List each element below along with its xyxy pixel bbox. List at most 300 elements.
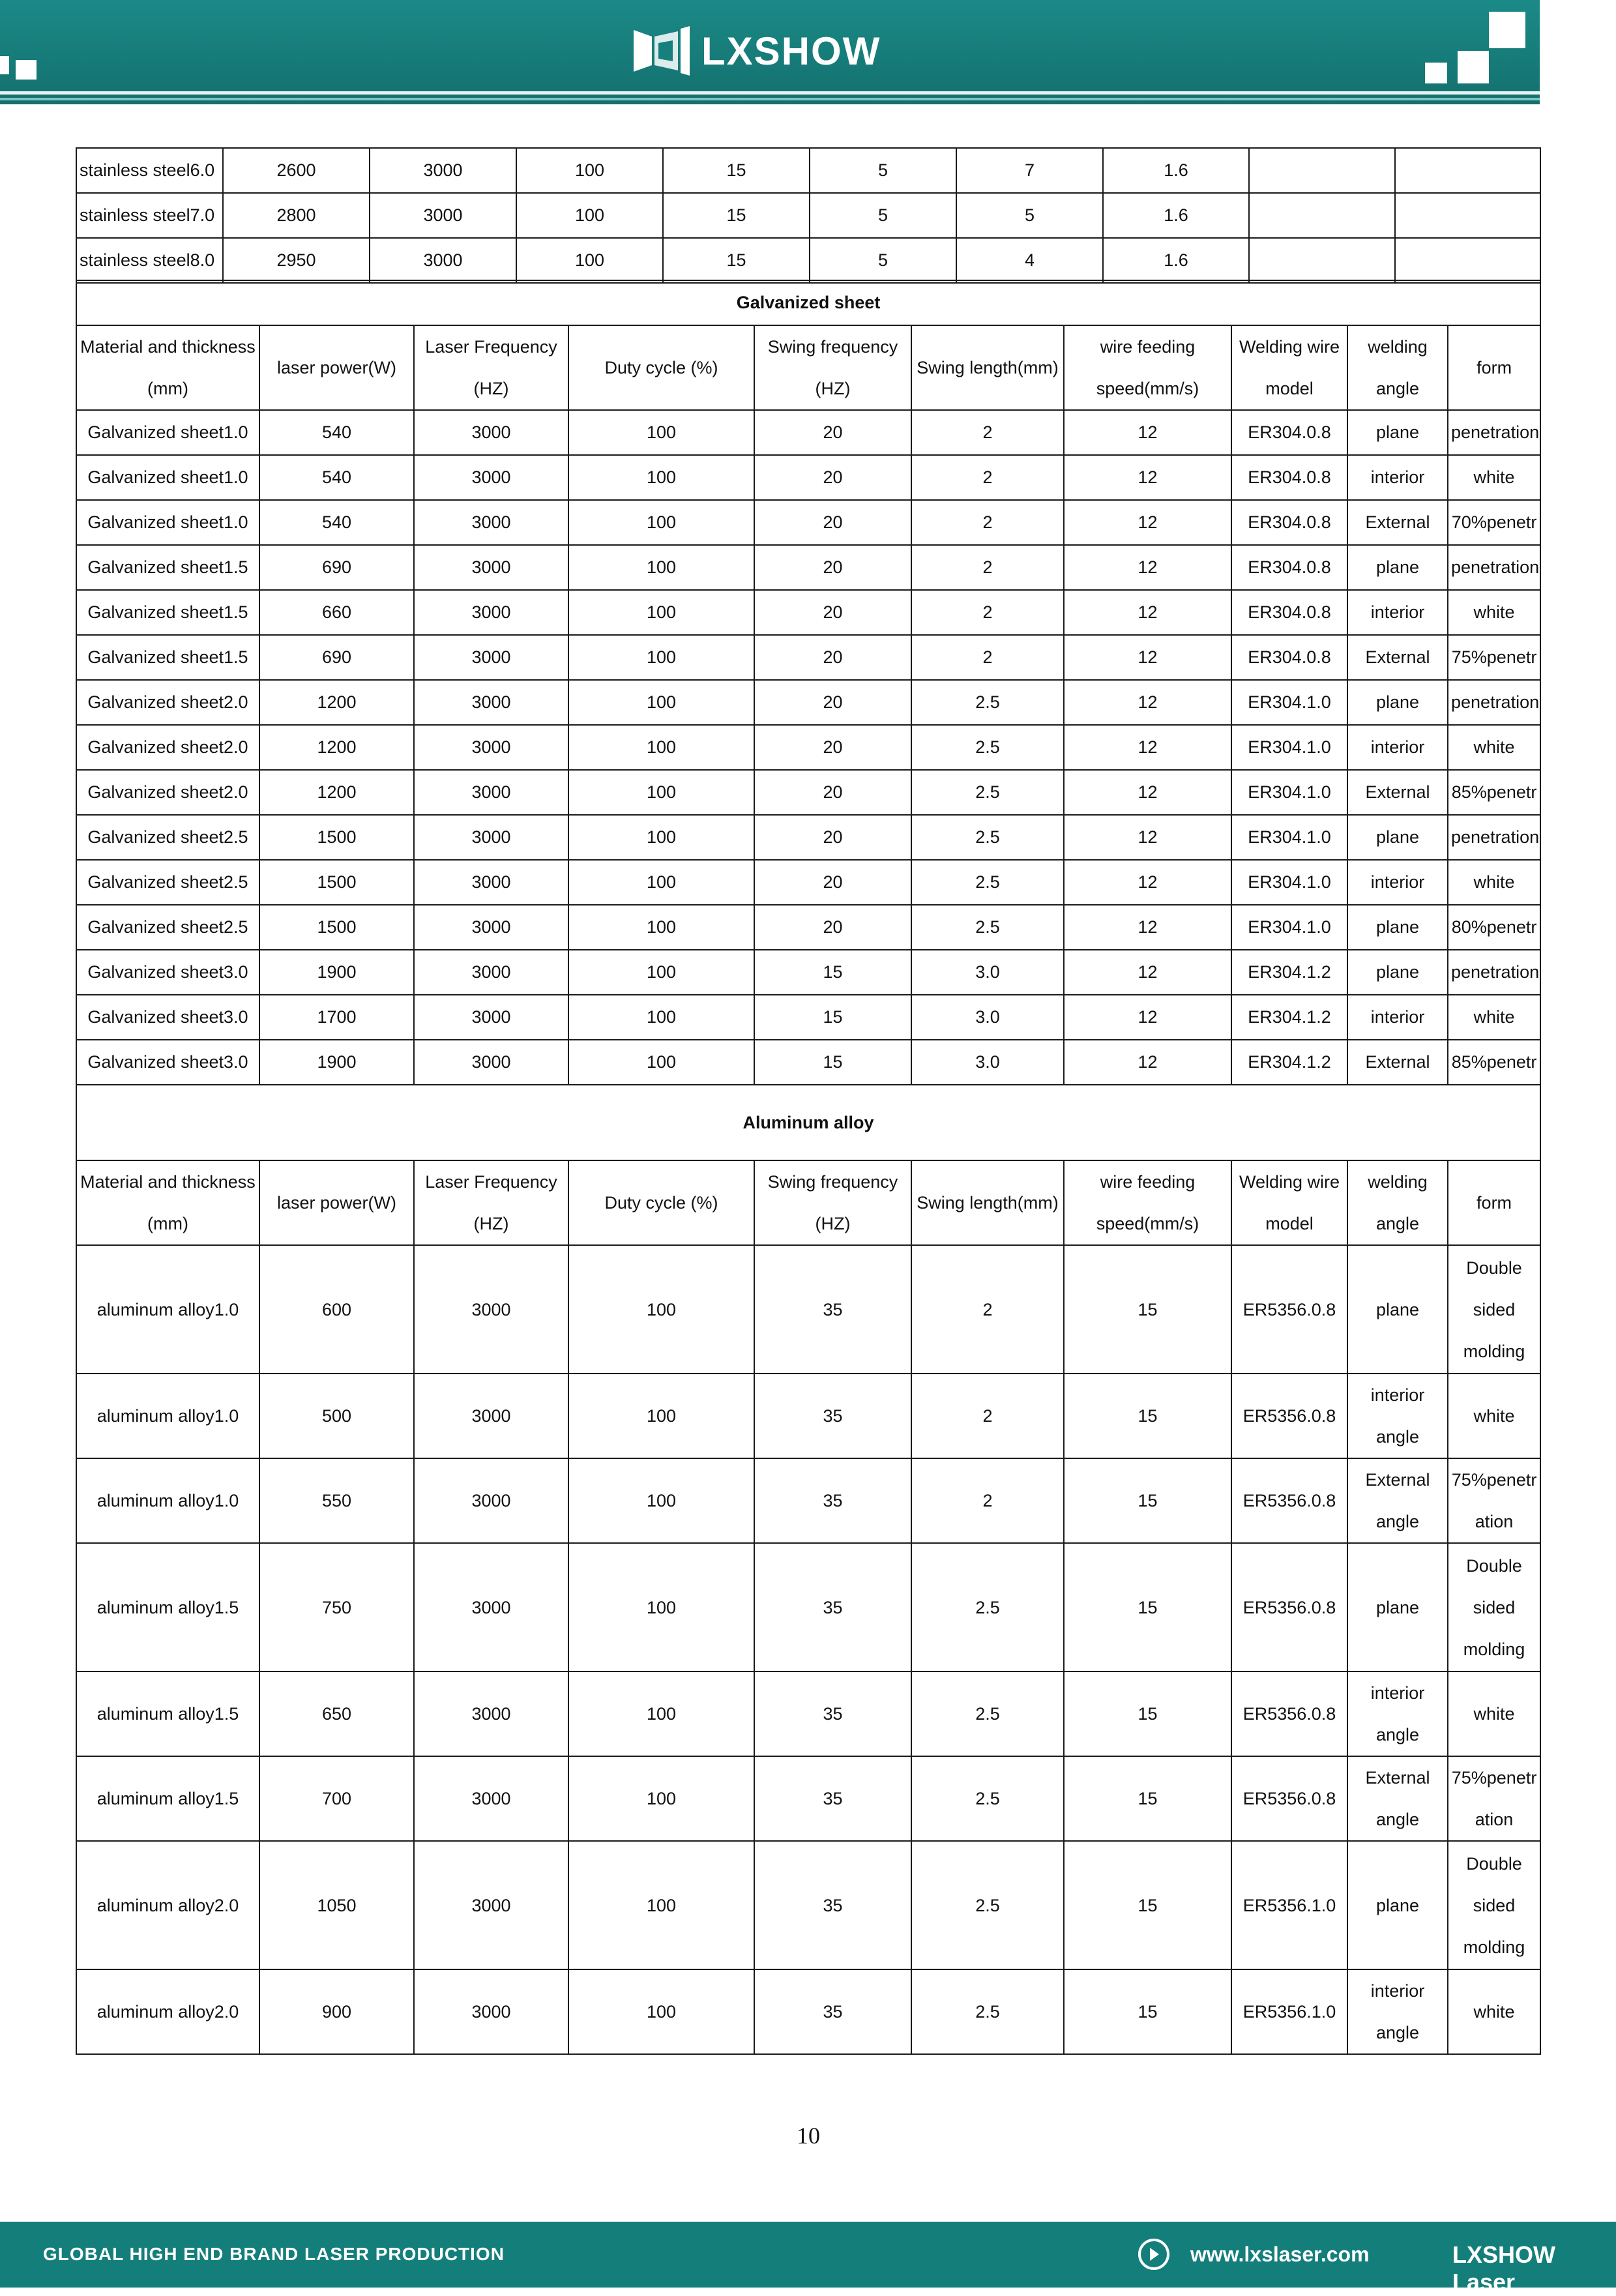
value-cell: ER304.1.0 <box>1231 725 1347 770</box>
cell-line: Laser Frequency <box>425 337 557 357</box>
cell-line: plane <box>1375 1895 1420 1915</box>
table-row <box>76 950 1540 995</box>
material-cell: Galvanized sheet2.0 <box>76 770 259 815</box>
aluminum-section-title: Aluminum alloy <box>76 1085 1540 1160</box>
material-cell: Galvanized sheet1.0 <box>76 500 259 545</box>
value-cell <box>911 1374 1064 1458</box>
value-cell: 100 <box>516 238 663 283</box>
value-cell: 1500 <box>259 905 414 950</box>
value-cell: ER304.0.8 <box>1231 635 1347 680</box>
value-cell: 3000 <box>414 590 568 635</box>
cell-line: 2.5 <box>975 1789 1000 1808</box>
cell-line: 15 <box>1138 1704 1158 1724</box>
cell-line: 900 <box>321 2002 352 2022</box>
cell-line: 3000 <box>471 1299 511 1319</box>
cell-line: 3000 <box>471 1789 511 1808</box>
value-cell <box>259 1374 414 1458</box>
value-cell: white <box>1448 725 1540 770</box>
value-cell <box>1064 1543 1231 1671</box>
column-header <box>1347 1160 1448 1245</box>
value-cell: 3000 <box>414 815 568 860</box>
cell-line: 2 <box>982 1299 993 1319</box>
value-cell <box>1448 1756 1540 1841</box>
material-cell: Galvanized sheet2.5 <box>76 815 259 860</box>
value-cell: ER304.1.0 <box>1231 815 1347 860</box>
value-cell <box>1448 1245 1540 1374</box>
value-cell: 3.0 <box>911 1040 1064 1085</box>
value-cell: 3000 <box>414 500 568 545</box>
footer-brand: LXSHOW Laser <box>1452 2241 1555 2295</box>
value-cell <box>1064 1969 1231 2054</box>
cell-line: aluminum alloy1.0 <box>96 1491 239 1510</box>
value-cell: ER304.1.0 <box>1231 860 1347 905</box>
cell-line: 15 <box>1138 1789 1158 1808</box>
table-row <box>76 905 1540 950</box>
value-cell: 3.0 <box>911 995 1064 1040</box>
value-cell: 3.0 <box>911 950 1064 995</box>
column-header <box>911 1160 1064 1245</box>
value-cell <box>1064 1245 1231 1374</box>
material-cell: Galvanized sheet2.5 <box>76 905 259 950</box>
value-cell <box>1347 1543 1448 1671</box>
cell-line: aluminum alloy1.5 <box>96 1704 239 1724</box>
cell-line: 15 <box>1138 1299 1158 1319</box>
value-cell: 12 <box>1064 815 1231 860</box>
cell-line: white <box>1473 1704 1515 1724</box>
value-cell <box>1231 1374 1347 1458</box>
value-cell <box>1064 1374 1231 1458</box>
cell-line: (HZ) <box>473 1214 509 1233</box>
cell-line: (mm) <box>147 379 188 398</box>
value-cell: white <box>1448 860 1540 905</box>
value-cell <box>568 1671 754 1756</box>
column-header <box>259 325 414 410</box>
value-cell <box>259 1245 414 1374</box>
value-cell: 2.5 <box>911 770 1064 815</box>
value-cell: 12 <box>1064 905 1231 950</box>
material-cell: stainless steel8.0 <box>76 238 223 283</box>
cell-line: (HZ) <box>473 379 509 398</box>
table-row <box>76 1374 1540 1458</box>
cell-line: 100 <box>646 2002 677 2022</box>
value-cell: 2.5 <box>911 680 1064 725</box>
cell-line: 15 <box>1138 1406 1158 1426</box>
value-cell: 1900 <box>259 950 414 995</box>
value-cell: 2 <box>911 500 1064 545</box>
value-cell: 2.5 <box>911 905 1064 950</box>
cell-line: 750 <box>321 1597 352 1617</box>
material-cell: stainless steel6.0 <box>76 148 223 193</box>
value-cell: interior <box>1347 860 1448 905</box>
value-cell: 1200 <box>259 680 414 725</box>
value-cell: penetration <box>1448 410 1540 455</box>
cell-line: 2.5 <box>975 1895 1000 1915</box>
cell-line: sided <box>1473 1895 1516 1915</box>
value-cell: 100 <box>568 500 754 545</box>
value-cell: 12 <box>1064 635 1231 680</box>
value-cell: 100 <box>568 905 754 950</box>
cell-line: 15 <box>1138 1597 1158 1617</box>
column-header <box>414 1160 568 1245</box>
value-cell: 3000 <box>370 238 516 283</box>
table-row <box>76 1040 1540 1085</box>
value-cell: 2 <box>911 455 1064 500</box>
decor-square <box>1489 12 1525 48</box>
value-cell <box>414 1374 568 1458</box>
value-cell: 70%penetr <box>1448 500 1540 545</box>
value-cell: 1500 <box>259 815 414 860</box>
cell-line: 600 <box>321 1299 352 1319</box>
value-cell: ER304.0.8 <box>1231 455 1347 500</box>
value-cell: 12 <box>1064 545 1231 590</box>
column-header <box>1231 325 1347 410</box>
decor-square <box>1458 51 1489 83</box>
material-cell <box>76 1671 259 1756</box>
value-cell: 3000 <box>414 455 568 500</box>
value-cell: 100 <box>568 680 754 725</box>
value-cell: 100 <box>568 455 754 500</box>
column-header <box>76 1160 259 1245</box>
column-header <box>1064 325 1231 410</box>
value-cell: white <box>1448 455 1540 500</box>
value-cell <box>414 1756 568 1841</box>
value-cell <box>1249 193 1395 238</box>
value-cell: ER304.1.0 <box>1231 905 1347 950</box>
cell-line: 2.5 <box>975 1704 1000 1724</box>
value-cell: ER304.1.0 <box>1231 680 1347 725</box>
cell-line: angle <box>1375 1810 1420 1829</box>
table-row <box>76 1458 1540 1543</box>
value-cell: 100 <box>568 860 754 905</box>
value-cell: plane <box>1347 545 1448 590</box>
header-row <box>76 325 1540 410</box>
cell-line: 3000 <box>471 1597 511 1617</box>
value-cell: 20 <box>754 680 911 725</box>
value-cell: 12 <box>1064 410 1231 455</box>
cell-line: interior <box>1370 1981 1425 2001</box>
cell-line: 35 <box>823 1789 843 1808</box>
table-row <box>76 545 1540 590</box>
cell-line: Laser Frequency <box>425 1172 557 1192</box>
cell-line: Welding wire <box>1239 1172 1340 1192</box>
value-cell: 100 <box>568 1040 754 1085</box>
value-cell <box>568 1841 754 1969</box>
cell-line: 3000 <box>471 1704 511 1724</box>
value-cell <box>259 1969 414 2054</box>
value-cell: 20 <box>754 860 911 905</box>
value-cell <box>259 1756 414 1841</box>
value-cell: ER304.0.8 <box>1231 545 1347 590</box>
cell-line: aluminum alloy1.0 <box>96 1299 239 1319</box>
table-row <box>76 725 1540 770</box>
cell-line: 100 <box>646 1895 677 1915</box>
value-cell: 80%penetr <box>1448 905 1540 950</box>
value-cell <box>754 1374 911 1458</box>
value-cell: 3000 <box>414 1040 568 1085</box>
table-row <box>76 1969 1540 2054</box>
cell-line: angle <box>1375 1725 1420 1744</box>
cell-line: white <box>1473 1406 1515 1426</box>
value-cell: plane <box>1347 680 1448 725</box>
value-cell <box>259 1543 414 1671</box>
cell-line: form <box>1476 358 1512 377</box>
cell-line: speed(mm/s) <box>1096 379 1199 398</box>
value-cell: 12 <box>1064 860 1231 905</box>
cell-line: 2.5 <box>975 2002 1000 2022</box>
value-cell <box>754 1458 911 1543</box>
value-cell: interior <box>1347 995 1448 1040</box>
value-cell: 3000 <box>414 680 568 725</box>
cell-line: 15 <box>1138 1895 1158 1915</box>
value-cell <box>414 1458 568 1543</box>
column-header <box>1064 1160 1231 1245</box>
value-cell <box>1249 238 1395 283</box>
value-cell: 2.5 <box>911 815 1064 860</box>
cell-line: 35 <box>823 1406 843 1426</box>
column-header <box>568 325 754 410</box>
value-cell <box>1448 1374 1540 1458</box>
play-circle-icon <box>1138 2239 1169 2270</box>
table-row <box>76 1671 1540 1756</box>
value-cell: penetration <box>1448 950 1540 995</box>
material-cell <box>76 1245 259 1374</box>
column-header <box>1347 325 1448 410</box>
column-header <box>1448 325 1540 410</box>
value-cell: white <box>1448 995 1540 1040</box>
cell-line: welding <box>1368 1172 1428 1192</box>
value-cell: 12 <box>1064 950 1231 995</box>
value-cell: 15 <box>754 995 911 1040</box>
material-cell <box>76 1374 259 1458</box>
header-stripe <box>0 91 1540 95</box>
value-cell: 12 <box>1064 455 1231 500</box>
value-cell: ER304.0.8 <box>1231 410 1347 455</box>
cell-line: 75%penetr <box>1451 1768 1537 1788</box>
material-cell: Galvanized sheet2.0 <box>76 725 259 770</box>
table-row <box>76 1841 1540 1969</box>
value-cell <box>1395 193 1540 238</box>
value-cell: interior <box>1347 725 1448 770</box>
cell-line: 35 <box>823 1491 843 1510</box>
cell-line: Double <box>1466 1555 1522 1576</box>
cell-line: External <box>1365 1768 1430 1788</box>
cell-line: interior <box>1370 1385 1425 1405</box>
table-row <box>76 238 1540 283</box>
logo-mark-icon <box>632 25 691 77</box>
material-cell: Galvanized sheet2.0 <box>76 680 259 725</box>
cell-line: Duty cycle (%) <box>604 358 718 377</box>
stainless-steel-table <box>76 147 1541 284</box>
cell-line: ER5356.0.8 <box>1242 1406 1336 1426</box>
table-row <box>76 1756 1540 1841</box>
value-cell: 20 <box>754 545 911 590</box>
value-cell: 15 <box>663 193 810 238</box>
column-header <box>259 1160 414 1245</box>
value-cell: 75%penetr <box>1448 635 1540 680</box>
cell-line: model <box>1265 1214 1314 1233</box>
table-row <box>76 680 1540 725</box>
value-cell <box>754 1245 911 1374</box>
value-cell: 85%penetr <box>1448 770 1540 815</box>
decor-square <box>1425 63 1447 83</box>
value-cell: ER304.1.2 <box>1231 950 1347 995</box>
value-cell: 5 <box>810 238 956 283</box>
aluminum-alloy-table <box>76 1084 1541 2055</box>
value-cell <box>1249 148 1395 193</box>
value-cell: 2 <box>911 635 1064 680</box>
value-cell <box>1395 238 1540 283</box>
value-cell: 1700 <box>259 995 414 1040</box>
cell-line: External <box>1365 1470 1430 1490</box>
column-header <box>911 325 1064 410</box>
value-cell: 20 <box>754 635 911 680</box>
brand-logo <box>632 23 881 78</box>
value-cell: 20 <box>754 410 911 455</box>
value-cell <box>754 1671 911 1756</box>
cell-line: aluminum alloy1.5 <box>96 1597 239 1617</box>
value-cell <box>1347 1374 1448 1458</box>
material-cell <box>76 1543 259 1671</box>
table-row <box>76 635 1540 680</box>
logo-text: LXSHOW <box>701 29 881 73</box>
cell-line: Swing length(mm) <box>917 1193 1059 1213</box>
value-cell <box>1231 1458 1347 1543</box>
cell-line: laser power(W) <box>276 358 397 377</box>
column-header <box>754 325 911 410</box>
value-cell: 540 <box>259 410 414 455</box>
value-cell: 7 <box>956 148 1103 193</box>
cell-line: angle <box>1375 2023 1420 2042</box>
cell-line: 35 <box>823 2002 843 2022</box>
cell-line: wire feeding <box>1100 337 1196 357</box>
cell-line: Swing frequency <box>767 337 898 357</box>
table-row <box>76 1245 1540 1374</box>
cell-line: (mm) <box>147 1214 188 1233</box>
value-cell: 1.6 <box>1103 193 1249 238</box>
material-cell: Galvanized sheet1.0 <box>76 410 259 455</box>
cell-line: ER5356.1.0 <box>1242 1895 1336 1915</box>
cell-line: 35 <box>823 1299 843 1319</box>
value-cell: External <box>1347 500 1448 545</box>
cell-line: aluminum alloy2.0 <box>96 1895 239 1915</box>
cell-line: aluminum alloy2.0 <box>96 2002 239 2022</box>
cell-line: 3000 <box>471 1491 511 1510</box>
table-row <box>76 590 1540 635</box>
value-cell: ER304.0.8 <box>1231 500 1347 545</box>
value-cell: 100 <box>568 815 754 860</box>
value-cell <box>259 1458 414 1543</box>
material-cell: Galvanized sheet3.0 <box>76 950 259 995</box>
cell-line: sided <box>1473 1597 1516 1617</box>
cell-line: aluminum alloy1.5 <box>96 1789 239 1808</box>
cell-line: 550 <box>321 1491 352 1510</box>
footer-slogan: GLOBAL HIGH END BRAND LASER PRODUCTION <box>43 2244 505 2264</box>
value-cell: white <box>1448 590 1540 635</box>
cell-line: Swing frequency <box>767 1172 898 1192</box>
value-cell: 20 <box>754 770 911 815</box>
table-row <box>76 193 1540 238</box>
footer-website-link[interactable]: www.lxslaser.com <box>1190 2243 1370 2266</box>
value-cell: ER304.1.2 <box>1231 1040 1347 1085</box>
value-cell: 12 <box>1064 590 1231 635</box>
value-cell: 3000 <box>414 770 568 815</box>
value-cell: 690 <box>259 635 414 680</box>
table-row <box>76 770 1540 815</box>
value-cell: plane <box>1347 410 1448 455</box>
value-cell: 12 <box>1064 725 1231 770</box>
cell-line: 100 <box>646 1597 677 1617</box>
value-cell: 20 <box>754 725 911 770</box>
value-cell <box>1347 1458 1448 1543</box>
cell-line: angle <box>1375 1512 1420 1531</box>
page-header-band <box>0 0 1540 104</box>
material-cell: stainless steel7.0 <box>76 193 223 238</box>
cell-line: Material and thickness <box>80 337 256 357</box>
material-cell: Galvanized sheet1.5 <box>76 545 259 590</box>
value-cell: 1.6 <box>1103 148 1249 193</box>
column-header <box>76 325 259 410</box>
cell-line: ER5356.0.8 <box>1242 1299 1336 1319</box>
value-cell <box>1064 1841 1231 1969</box>
value-cell: 2600 <box>223 148 370 193</box>
value-cell: interior <box>1347 455 1448 500</box>
cell-line: 100 <box>646 1299 677 1319</box>
value-cell <box>568 1374 754 1458</box>
cell-line: wire feeding <box>1100 1172 1196 1192</box>
cell-line: 2.5 <box>975 1597 1000 1617</box>
value-cell: 3000 <box>370 193 516 238</box>
value-cell <box>1448 1671 1540 1756</box>
cell-line: 3000 <box>471 2002 511 2022</box>
galvanized-sheet-table <box>76 280 1541 1085</box>
value-cell: External <box>1347 770 1448 815</box>
value-cell <box>1448 1543 1540 1671</box>
value-cell: 1900 <box>259 1040 414 1085</box>
cell-line: Welding wire <box>1239 337 1340 357</box>
cell-line: white <box>1473 2002 1515 2022</box>
cell-line: ER5356.0.8 <box>1242 1789 1336 1808</box>
value-cell <box>1347 1245 1448 1374</box>
cell-line: ER5356.0.8 <box>1242 1704 1336 1724</box>
material-cell: Galvanized sheet3.0 <box>76 1040 259 1085</box>
value-cell <box>259 1671 414 1756</box>
value-cell: 15 <box>663 148 810 193</box>
cell-line: ER5356.0.8 <box>1242 1597 1336 1617</box>
cell-line: molding <box>1463 1341 1525 1361</box>
cell-line: ation <box>1475 1810 1514 1829</box>
decor-square <box>0 56 9 74</box>
value-cell: 2 <box>911 410 1064 455</box>
table-row <box>76 148 1540 193</box>
value-cell: penetration <box>1448 815 1540 860</box>
cell-line: aluminum alloy1.0 <box>96 1406 239 1426</box>
value-cell <box>414 1543 568 1671</box>
cell-line: 3000 <box>471 1895 511 1915</box>
cell-line: plane <box>1375 1597 1420 1617</box>
value-cell: 690 <box>259 545 414 590</box>
value-cell <box>1231 1543 1347 1671</box>
cell-line: angle <box>1375 379 1420 398</box>
value-cell: 3000 <box>414 905 568 950</box>
table-row <box>76 500 1540 545</box>
value-cell <box>568 1969 754 2054</box>
column-header <box>568 1160 754 1245</box>
value-cell <box>259 1841 414 1969</box>
cell-line: 700 <box>321 1789 352 1808</box>
value-cell <box>1064 1671 1231 1756</box>
value-cell <box>1347 1671 1448 1756</box>
cell-line: (HZ) <box>815 1214 851 1233</box>
